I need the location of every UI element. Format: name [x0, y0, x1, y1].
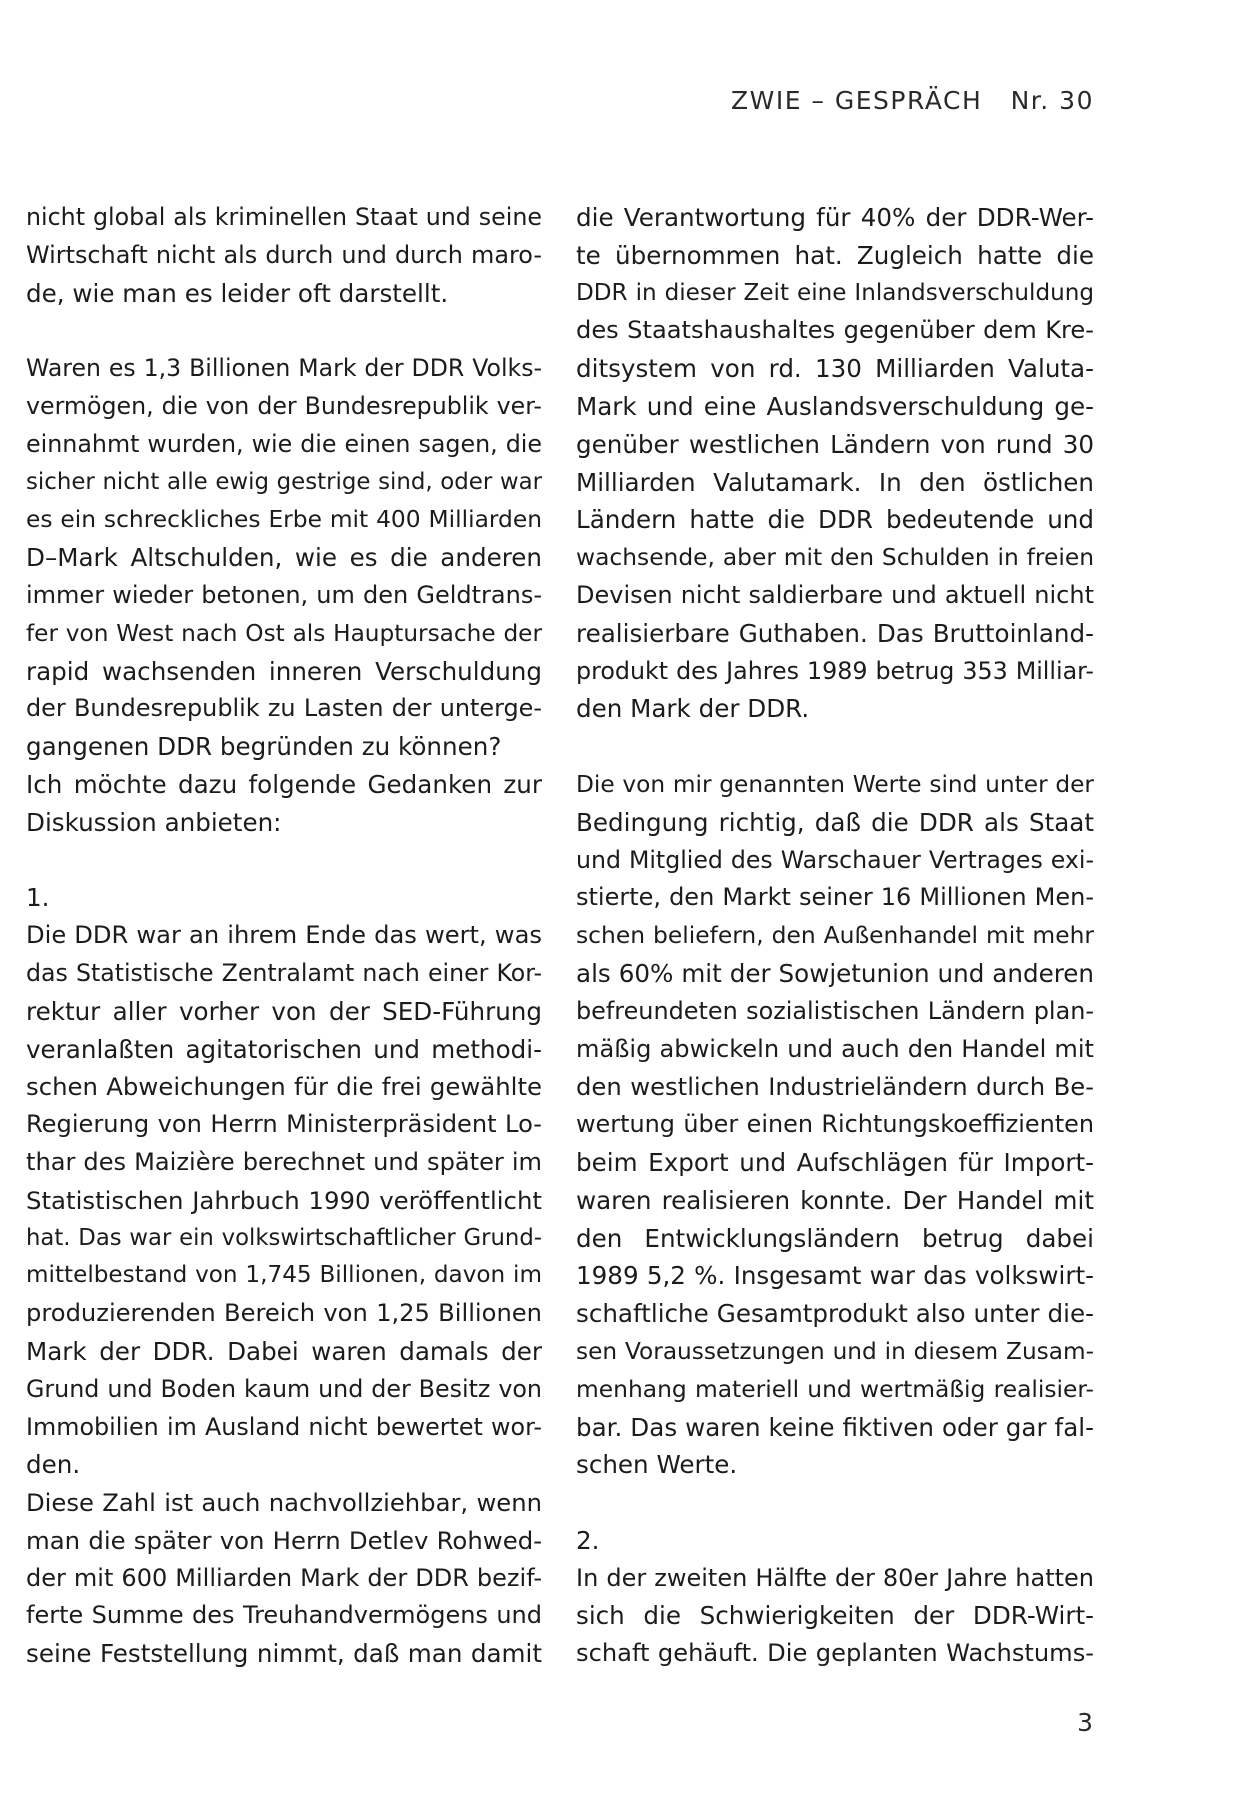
text-line: als 60% mit der Sowjetunion und anderen	[576, 958, 1094, 988]
text-line: seine Feststellung nimmt, daß man damit	[26, 1639, 542, 1669]
text-line: Bedingung richtig, daß die DDR als Staat	[576, 807, 1094, 837]
text-line: Wirtschaft nicht als durch und durch maro-	[26, 240, 542, 269]
section-number: 1.	[26, 883, 50, 913]
text-line: hat. Das war ein volkswirtschaftlicher Grund-	[26, 1224, 542, 1251]
text-line: thar des Maizière berechnet und später im	[26, 1147, 542, 1176]
text-line: sen Voraussetzungen und in diesem Zusam-	[576, 1337, 1094, 1365]
text-line: Diskussion anbieten:	[26, 807, 282, 837]
text-line: realisierbare Guthaben. Das Bruttoinland-	[576, 618, 1094, 648]
text-line: menhang materiell und wertmäßig realisier-	[576, 1374, 1094, 1403]
text-line: Grund und Boden kaum und der Besitz von	[26, 1374, 542, 1403]
paragraph-gap	[26, 312, 542, 350]
text-line: Diese Zahl ist auch nachvollziehbar, wenn	[26, 1488, 542, 1518]
text-line: stierte, den Markt seiner 16 Millionen Men-	[576, 883, 1094, 912]
text-line: den westlichen Industrieländern durch Be-	[576, 1072, 1094, 1102]
text-line: DDR in dieser Zeit eine Inlandsverschuldung	[576, 279, 1094, 306]
text-line: Statistischen Jahrbuch 1990 veröffentlicht	[26, 1185, 542, 1215]
text-line: Mark und eine Auslandsverschuldung ge-	[576, 391, 1094, 421]
text-line: Die DDR war an ihrem Ende das wert, was	[26, 921, 542, 950]
right-text-column	[576, 199, 1094, 1673]
text-line: der Bundesrepublik zu Lasten der unterge-	[26, 694, 542, 723]
text-line: Ich möchte dazu folgende Gedanken zur	[26, 769, 542, 799]
text-line: te übernommen hat. Zugleich hatte die	[576, 240, 1094, 270]
text-line: In der zweiten Hälfte der 80er Jahre hatten	[576, 1563, 1094, 1592]
text-line: den.	[26, 1450, 81, 1480]
left-text-column	[26, 199, 542, 1673]
text-line: Mark der DDR. Dabei waren damals der	[26, 1336, 542, 1366]
text-line: 1989 5,2 %. Insgesamt war das volkswirt-	[576, 1261, 1094, 1291]
text-line: waren realisieren konnte. Der Handel mit	[576, 1185, 1094, 1215]
text-line: beim Export und Aufschlägen für Import-	[576, 1147, 1094, 1177]
text-line: sicher nicht alle ewig gestrige sind, oder war	[26, 468, 542, 495]
text-line: Die von mir genannten Werte sind unter der	[576, 770, 1094, 798]
paragraph-gap	[26, 842, 542, 880]
text-line: Milliarden Valutamark. In den östlichen	[576, 467, 1094, 497]
text-line: Waren es 1,3 Billionen Mark der DDR Volks-	[26, 354, 542, 383]
text-line: sich die Schwierigkeiten der DDR-Wirt-	[576, 1601, 1094, 1631]
section-number: 2.	[576, 1525, 600, 1555]
text-line: den Entwicklungsländern betrug dabei	[576, 1223, 1094, 1253]
text-line: gangenen DDR begründen zu können?	[26, 732, 502, 762]
text-line: das Statistische Zentralamt nach einer Kor-	[26, 958, 542, 987]
text-line: de, wie man es leider oft darstellt.	[26, 278, 449, 308]
text-line: mäßig abwickeln und auch den Handel mit	[576, 1034, 1094, 1063]
text-line: schen Abweichungen für die frei gewählte	[26, 1072, 542, 1102]
paragraph-gap	[576, 728, 1094, 766]
text-line: mittelbestand von 1,745 Billionen, davon im	[26, 1262, 542, 1289]
text-line: rektur aller vorher von der SED-Führung	[26, 996, 542, 1026]
text-line: und Mitglied des Warschauer Vertrages exi-	[576, 845, 1094, 874]
text-line: nicht global als kriminellen Staat und seine	[26, 203, 542, 231]
running-header: ZWIE – GESPRÄCH Nr. 30	[730, 86, 1094, 115]
text-line: produkt des Jahres 1989 betrug 353 Milliar-	[576, 656, 1094, 685]
text-line: es ein schreckliches Erbe mit 400 Milliarden	[26, 505, 542, 534]
text-line: den Mark der DDR.	[576, 694, 810, 724]
text-line: schaft gehäuft. Die geplanten Wachstums-	[576, 1639, 1094, 1668]
text-line: genüber westlichen Ländern von rund 30	[576, 429, 1094, 459]
text-line: Ländern hatte die DDR bedeutende und	[576, 505, 1094, 535]
text-line: fer von West nach Ost als Hauptursache der	[26, 619, 542, 647]
text-line: schaftliche Gesamtprodukt also unter die-	[576, 1299, 1094, 1329]
text-line: Devisen nicht saldierbare und aktuell nicht	[576, 580, 1094, 609]
text-line: wachsende, aber mit den Schulden in freien	[576, 543, 1094, 572]
text-line: D–Mark Altschulden, wie es die anderen	[26, 543, 542, 573]
text-line: befreundeten sozialistischen Ländern plan-	[576, 996, 1094, 1025]
text-line: der mit 600 Milliarden Mark der DDR bezif-	[26, 1563, 542, 1592]
paragraph-gap	[576, 1484, 1094, 1522]
text-line: ditsystem von rd. 130 Milliarden Valuta-	[576, 354, 1094, 384]
page-number: 3	[1077, 1708, 1093, 1737]
text-line: schen Werte.	[576, 1450, 738, 1480]
text-line: vermögen, die von der Bundesrepublik ver-	[26, 391, 542, 420]
text-line: man die später von Herrn Detlev Rohwed-	[26, 1525, 542, 1555]
text-line: Immobilien im Ausland nicht bewertet wor-	[26, 1412, 542, 1441]
text-line: immer wieder betonen, um den Geldtrans-	[26, 580, 542, 609]
text-line: bar. Das waren keine fiktiven oder gar fal-	[576, 1412, 1094, 1442]
text-line: einnahmt wurden, wie die einen sagen, die	[26, 429, 542, 458]
text-line: produzierenden Bereich von 1,25 Billionen	[26, 1299, 542, 1328]
text-line: ferte Summe des Treuhandvermögens und	[26, 1601, 542, 1630]
text-line: veranlaßten agitatorischen und methodi-	[26, 1034, 542, 1064]
text-line: rapid wachsenden inneren Verschuldung	[26, 656, 542, 686]
text-line: wertung über einen Richtungskoeffizienten	[576, 1110, 1094, 1139]
text-line: die Verantwortung für 40% der DDR-Wer-	[576, 203, 1094, 232]
text-line: Regierung von Herrn Ministerpräsident Lo-	[26, 1110, 542, 1139]
text-line: schen beliefern, den Außenhandel mit mehr	[576, 921, 1094, 950]
text-line: des Staatshaushaltes gegenüber dem Kre-	[576, 316, 1094, 345]
